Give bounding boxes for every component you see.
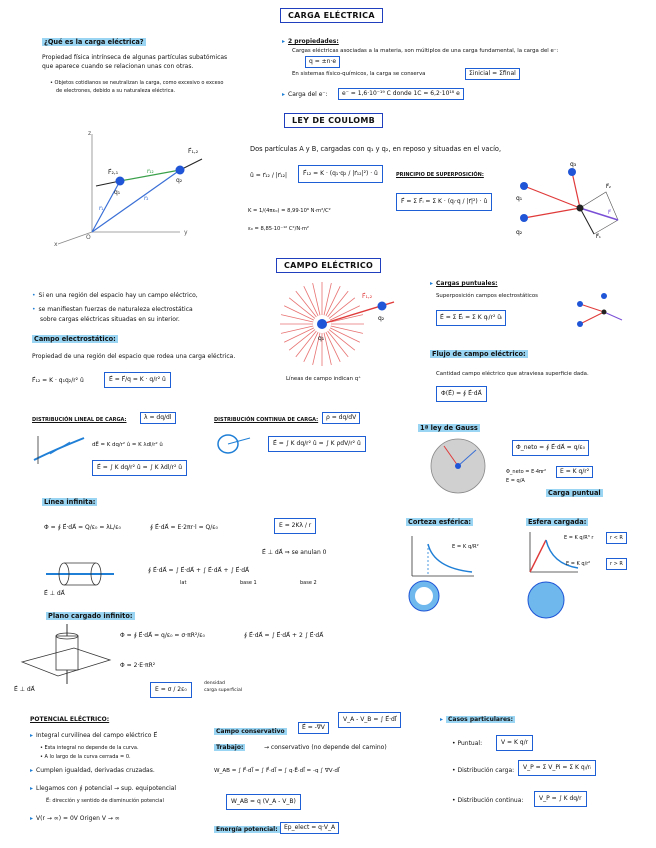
work-box: W_AB = q (V_A - V_B) xyxy=(226,794,301,810)
field-flux-box: Φ(E⃗) = ∮ E⃗·dA⃗ xyxy=(436,386,487,402)
field-line xyxy=(324,333,331,365)
q3-label: q₃ xyxy=(570,161,577,168)
case-point-box: V = K q/r xyxy=(496,735,533,751)
r3-line xyxy=(572,172,580,208)
shell-field-formula: E = K q/R² xyxy=(452,544,479,550)
field-line xyxy=(324,283,331,315)
gradient-box: E⃗ = -∇⃗V xyxy=(298,722,329,734)
potential-point-3b: E⃗: dirección y sentido de disminución potencial xyxy=(46,798,164,804)
superposition-box: F⃗ = Σ F⃗ᵢ = Σ K · (qᵢ·q / |r⃗|²) · û xyxy=(396,193,492,211)
continuous-distribution-diagram xyxy=(214,430,254,460)
vacuum-permittivity: ε₀ = 8,85·10⁻¹² C²/N·m² xyxy=(248,226,309,232)
electron-charge-box: e⁻ = 1,6·10⁻¹⁹ C donde 1C = 6,2·10¹⁸ e xyxy=(338,88,464,100)
charged-sphere-graph xyxy=(520,530,580,620)
field-bullet-3: sobre cargas eléctricas situadas en su interior. xyxy=(40,316,180,323)
r2-vector xyxy=(92,170,180,232)
potential-point-4: ▸ V(r → ∞) = 0V Origen V → ∞ xyxy=(30,815,120,823)
field-flux-text: Cantidad campo eléctrico que atraviesa superficie dada. xyxy=(436,371,589,377)
r12-label: r⃗₁₂ xyxy=(147,169,154,175)
conservative-field-heading: Campo conservativo xyxy=(216,728,285,735)
f21-label: F⃗₂,₁ xyxy=(108,169,119,176)
f12-label: F⃗₁,₂ xyxy=(188,148,199,155)
continuous-distribution-heading: DISTRIBUCIÓN CONTINUA DE CARGA: xyxy=(214,417,319,423)
case-point-label: • Puntual: xyxy=(452,740,483,747)
plane-field-box: E = σ / 2ε₀ xyxy=(150,682,192,698)
q2-label: q₂ xyxy=(378,315,385,322)
outer-field-formula: E = K q/r² xyxy=(566,561,591,567)
infinite-plane-heading: Plano cargado infinito: xyxy=(48,612,133,620)
perpendicular-note: E⃗ ⊥ dA⃗ ⇒ se anulan 0 xyxy=(262,549,327,556)
point-charge-field-box: E = K q/r² xyxy=(556,466,593,478)
potential-point-3: ▸ Llegamos con ∮ potencial → sup. equipotencial xyxy=(30,785,176,793)
field-bullet-2: • se manifiestan fuerzas de naturaleza electrostática xyxy=(32,306,193,314)
particular-cases-heading: ▸ Casos particulares: xyxy=(440,716,515,724)
x-label: x xyxy=(54,241,58,248)
point-charges-heading: ▸ Cargas puntuales: xyxy=(430,280,498,288)
rho-box: ρ = dq/dV xyxy=(322,412,360,424)
lateral-label: lat xyxy=(180,580,187,586)
line-field-box: E = 2Kλ / r xyxy=(274,518,316,534)
field-flux-heading: Flujo de campo eléctrico: xyxy=(432,350,526,358)
potential-point-2: ▸ Cumplen igualdad, derivadas cruzadas. xyxy=(30,767,155,775)
properties-heading: ▸ 2 propiedades: xyxy=(282,38,339,46)
property-1: Cargas eléctricas asociadas a la materia, son múltiplos de una carga fundamental, la carga del e⁻: xyxy=(292,48,559,54)
base2-label: base 2 xyxy=(300,580,317,586)
coulomb-constant: K = 1/(4πε₀) = 8,99·10⁹ N·m²/C² xyxy=(248,208,331,214)
q2-charge xyxy=(520,214,528,222)
spherical-shell-heading: Corteza esférica: xyxy=(408,518,472,526)
f2-label: F⃗₂ xyxy=(606,184,611,190)
potential-energy-box: Ep_elect = q·V_A xyxy=(280,822,339,834)
electrostatic-field-heading: Campo electrostático: xyxy=(34,335,116,343)
case-distribution-label: • Distribución carga: xyxy=(452,767,515,774)
linear-de-formula: dE⃗ = K dq/r² û = K λdl/r² û xyxy=(92,442,163,448)
source-charge xyxy=(317,319,327,329)
gauss-law-box: Φ_neto = ∮ E⃗·dA⃗ = q/ε₀ xyxy=(512,440,589,456)
r1-line xyxy=(524,186,580,208)
field-bullet-1: • Si en una región del espacio hay un campo eléctrico, xyxy=(32,292,198,300)
density-note-1: densidad xyxy=(204,681,225,686)
field-definition-box: E⃗ = F⃗/q = K · q/r² û xyxy=(104,372,171,388)
outer-condition-box: r > R xyxy=(606,558,627,570)
work-heading: Trabajo: xyxy=(216,744,244,751)
case-continuous-label: • Distribución continua: xyxy=(452,797,524,804)
charged-sphere-heading: Esfera cargada: xyxy=(528,518,587,526)
field-line xyxy=(313,283,320,315)
coulomb-law-box: F⃗₁₂ = K · (q₁·q₂ / |r⃗₁₂|²) · û xyxy=(298,165,383,183)
linear-distribution-diagram xyxy=(30,430,90,470)
line-perp-label: E⃗ ⊥ dA⃗ xyxy=(44,590,65,597)
gauss-heading: 1ª ley de Gauss xyxy=(420,424,478,432)
potential-energy-heading: Energía potencial: xyxy=(216,826,278,833)
potential-point-1: ▸ Integral curvilínea del campo eléctrico E⃗ xyxy=(30,732,157,740)
coulomb-title: LEY DE COULOMB xyxy=(284,113,383,128)
plane-flux-split: ∮ E⃗·dA⃗ = ∫ E⃗·dA⃗ + 2 ∫ E⃗·dA⃗ xyxy=(244,632,324,639)
gauss-sphere-diagram xyxy=(424,436,494,496)
potential-heading: POTENCIAL ELÉCTRICO: xyxy=(30,716,110,723)
gauss-field-area: E = q/A xyxy=(506,478,525,484)
property-2: En sistemas físico-químicos, la carga se conserva xyxy=(292,71,426,77)
electrostatic-field-def: Propiedad de una región del espacio que rodea una carga eléctrica. xyxy=(32,353,236,360)
superposition-heading: PRINCIPIO DE SUPERPOSICIÓN: xyxy=(396,172,484,178)
quantization-box: q = ±n·e xyxy=(305,56,340,68)
q2-label: q₂ xyxy=(516,229,523,236)
charge-obj-2: de electrones, debido a su naturaleza eléctrica. xyxy=(56,88,176,94)
charge-def-2: que aparece cuando se relacionan unas con otras. xyxy=(42,63,194,70)
force-label: F⃗₁,₂ xyxy=(362,293,373,300)
force-parallelogram xyxy=(580,192,618,234)
charge-def-1: Propiedad física intrínseca de algunas partículas subatómicas xyxy=(42,54,228,61)
infinite-plane-diagram xyxy=(14,622,114,686)
carga-title: CARGA ELÉCTRICA xyxy=(280,8,383,23)
case-distribution-box: V_P = Σ V_Pi = Σ K qᵢ/rᵢ xyxy=(518,760,596,776)
case-continuous-box: V_P = ∫ K dq/r xyxy=(534,791,587,807)
potential-point-1a: • Esta integral no depende de la curva. xyxy=(40,745,139,751)
f1-label: F⃗₁ xyxy=(596,234,601,240)
electron-charge-label: ▸ Carga del e⁻: xyxy=(282,91,328,99)
z-label: z xyxy=(88,130,92,137)
density-note-2: carga superficial xyxy=(204,688,243,693)
plane-flux-value: Φ = 2·E·πR² xyxy=(120,662,156,669)
q1-label: q₁ xyxy=(114,189,121,196)
q2-label: q₂ xyxy=(176,177,183,184)
work-text: → conservativo (no depende del camino) xyxy=(264,744,387,751)
r1-label: r⃗₁ xyxy=(99,206,104,212)
point-charges-box: E⃗ = Σ E⃗ᵢ = Σ K qᵢ/r² ûᵢ xyxy=(436,310,506,326)
superposition-diagram xyxy=(510,158,622,240)
test-charge xyxy=(577,205,584,212)
conservation-box: Σinicial = Σfinal xyxy=(465,68,520,80)
test-charge xyxy=(378,302,387,311)
lambda-box: λ = dq/dl xyxy=(140,412,176,424)
coulomb-force-formula: F⃗₁₂ = K · q₁q₂/r² û xyxy=(32,377,84,384)
r2-line xyxy=(524,208,580,218)
linear-field-box: E⃗ = ∫ K dq/r² û = ∫ K λdl/r² û xyxy=(92,460,187,476)
unit-vector-def: û = r⃗₁₂ / |r⃗₁₂| xyxy=(250,172,288,179)
field-line xyxy=(281,315,313,322)
continuous-field-box: E⃗ = ∫ K dq/r² û = ∫ K ρdV/r² û xyxy=(268,436,366,452)
f-label: F⃗ xyxy=(608,210,611,216)
r2-label: r⃗₂ xyxy=(144,196,149,202)
base1-label: base 1 xyxy=(240,580,257,586)
origin-label: O xyxy=(86,234,91,241)
q3-charge xyxy=(568,168,576,176)
line-gauss-formula: Φ = ∮ E⃗·dA⃗ = Q/ε₀ = λL/ε₀ xyxy=(44,524,121,531)
plane-perp-label: E⃗ ⊥ dA⃗ xyxy=(14,686,35,693)
field-lines-caption: Líneas de campo indican q⁺ xyxy=(286,376,361,382)
point-charges-text: Superposición campos electrostáticos xyxy=(436,293,538,299)
inner-field-formula: E = K q/R³ r xyxy=(564,535,594,541)
radial-field-diagram xyxy=(266,280,406,372)
infinite-line-heading: Línea infinita: xyxy=(44,498,96,506)
point-charges-diagram xyxy=(572,290,626,334)
potential-point-1b: • A lo largo de la curva cerrada = 0. xyxy=(40,754,131,760)
plane-gauss-formula: Φ = ∮ E⃗·dA⃗ = q/ε₀ = σ·πR²/ε₀ xyxy=(120,632,205,639)
point-charge-heading: Carga puntual xyxy=(548,489,601,497)
coulomb-vector-diagram xyxy=(52,126,242,248)
charge-obj-1: • Objetos cotidianos se neutralizan la carga, como excesivo o exceso xyxy=(50,80,224,86)
cylinder-diagram xyxy=(44,556,116,592)
line-split-integral: ∮ E⃗·dA⃗ = ∫ E⃗·dA⃗ + ∫ E⃗·dA⃗ + ∫ E⃗·dA⃗ xyxy=(148,567,250,574)
q1-charge xyxy=(520,182,528,190)
potential-difference-box: V_A - V_B = ∫ E⃗·dl⃗ xyxy=(338,712,401,728)
campo-title: CAMPO ELÉCTRICO xyxy=(276,258,381,273)
q1-sphere xyxy=(116,177,125,186)
work-formula: W_AB = ∫ F⃗·dl⃗ = ∫ F⃗·dl⃗ = ∫ q·E⃗·dl⃗ = -q ∫ ∇⃗V·dl⃗ xyxy=(214,768,340,774)
q2-sphere xyxy=(176,166,185,175)
field-line xyxy=(281,326,313,333)
q1-label: q₁ xyxy=(318,335,325,342)
linear-distribution-heading: DISTRIBUCIÓN LINEAL DE CARGA: xyxy=(32,417,127,423)
gauss-flux-sphere: Φ_neto = E·4πr² xyxy=(506,469,547,475)
charge-question-heading: ¿Qué es la carga eléctrica? xyxy=(44,38,144,46)
inner-condition-box: r < R xyxy=(606,532,627,544)
line-flux-formula: ∮ E⃗·dA⃗ = E·2πr·l = Q/ε₀ xyxy=(150,524,218,531)
q1-label: q₁ xyxy=(516,195,523,202)
y-label: y xyxy=(184,229,188,236)
coulomb-intro: Dos partículas A y B, cargadas con q₁ y q₂, en reposo y situadas en el vacío, xyxy=(250,145,502,153)
field-line xyxy=(331,326,363,333)
